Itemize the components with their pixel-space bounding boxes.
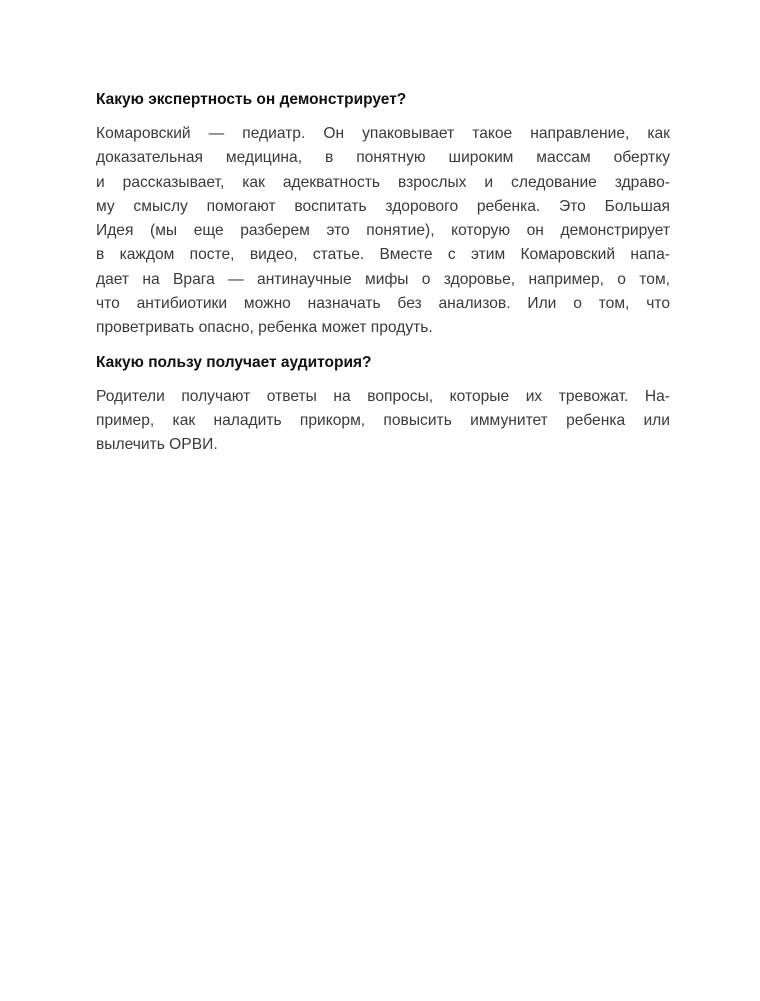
text-line: дает на Врага — антинаучные мифы о здоровье, например, о том, [96,270,670,288]
text-line: проветривать опасно, ребенка может продуть. [96,319,433,337]
section-heading-audience-benefit: Какую пользу получает аудитория? [96,353,372,371]
text-line: вылечить ОРВИ. [96,436,218,454]
text-line: Комаровский — педиатр. Он упаковывает такое направление, как [96,125,670,142]
text-line: что антибиотики можно назначать без анализов. Или о том, что [96,295,670,313]
text-line: доказательная медицина, в понятную широким массам обертку [96,149,670,167]
text-line: и рассказывает, как адекватность взрослых и следование здраво- [96,173,670,191]
text-line: му смыслу помогают воспитать здорового ребенка. Это Большая [96,197,670,215]
document-page [96,88,670,468]
paragraph-expertise [96,122,670,341]
paragraph-audience-benefit [96,385,670,458]
text-line: Родители получают ответы на вопросы, которые их тревожат. На- [96,387,670,405]
section-heading-expertise: Какую экспертность он демонстрирует? [96,91,407,108]
text-line: Идея (мы еще разберем это понятие), которую он демонстрирует [96,222,670,240]
text-line: в каждом посте, видео, статье. Вместе с этим Комаровский напа- [96,246,670,264]
text-line: пример, как наладить прикорм, повысить иммунитет ребенка или [96,411,670,429]
